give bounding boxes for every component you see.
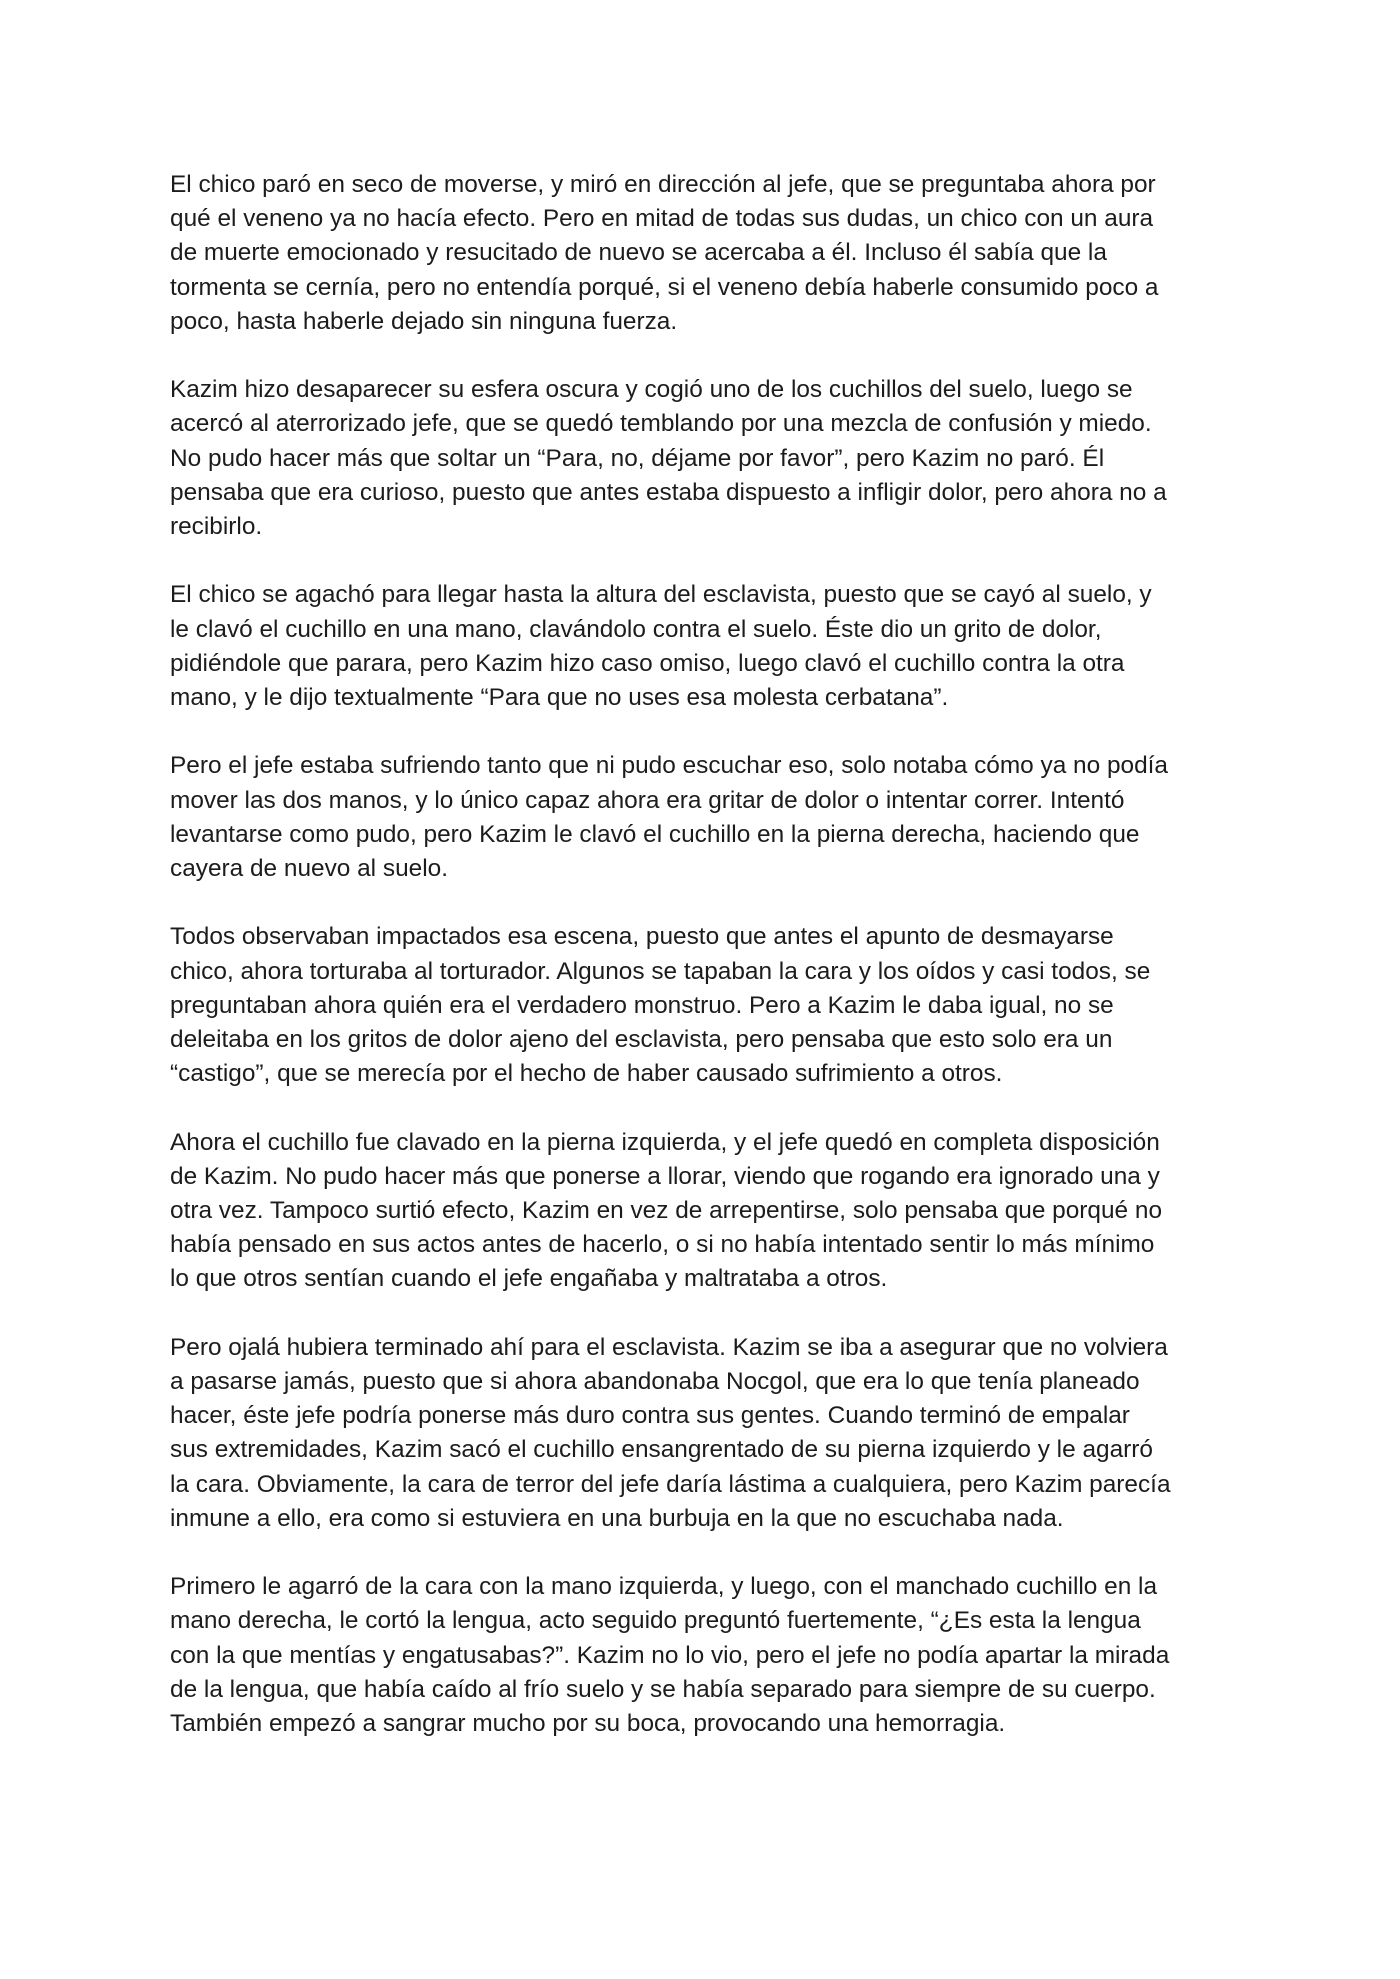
paragraph-3: El chico se agachó para llegar hasta la altura del esclavista, puesto que se cayó al suelo, y le clavó el cuchillo en una mano, clavándolo contra el suelo. Éste dio un grito de dolor, pidiéndole que parara, pero Kazim hizo caso omiso, luego clavó el cuchillo contra la otra mano, y le dijo textualmente “Para que no uses esa molesta cerbatana”.	[170, 581, 1152, 712]
paragraph-8: Primero le agarró de la cara con la mano izquierda, y luego, con el manchado cuchillo en la mano derecha, le cortó la lengua, acto seguido preguntó fuertemente, “¿Es esta la lengua con la que mentías y engatusabas?”. Kazim no lo vio, pero el jefe no podía apartar la mirada de la lengua, que había caído al frío suelo y se había separado para siempre de su cuerpo. También empezó a sangrar mucho por su boca, provocando una hemorragia.	[170, 1573, 1170, 1738]
paragraph-5: Todos observaban impactados esa escena, puesto que antes el apunto de desmayarse chico, ahora torturaba al torturador. Algunos se tapaban la cara y los oídos y casi todos, se preguntaban ahora quién era el verdadero monstruo. Pero a Kazim le daba igual, no se deleitaba en los gritos de dolor ajeno del esclavista, pero pensaba que esto solo era un “castigo”, que se merecía por el hecho de haber causado sufrimiento a otros.	[170, 923, 1151, 1088]
document-body	[170, 168, 1238, 1741]
paragraph-6: Ahora el cuchillo fue clavado en la pierna izquierda, y el jefe quedó en completa disposición de Kazim. No pudo hacer más que ponerse a llorar, viendo que rogando era ignorado una y otra vez. Tampoco surtió efecto, Kazim en vez de arrepentirse, solo pensaba que porqué no había pensado en sus actos antes de hacerlo, o si no había intentado sentir lo más mínimo lo que otros sentían cuando el jefe engañaba y maltrataba a otros.	[170, 1128, 1163, 1293]
paragraph-2: Kazim hizo desaparecer su esfera oscura y cogió uno de los cuchillos del suelo, luego se acercó al aterrorizado jefe, que se quedó temblando por una mezcla de confusión y miedo. No pudo hacer más que soltar un “Para, no, déjame por favor”, pero Kazim no paró. Él pensaba que era curioso, puesto que antes estaba dispuesto a infligir dolor, pero ahora no a recibirlo.	[170, 376, 1167, 541]
paragraph-7: Pero ojalá hubiera terminado ahí para el esclavista. Kazim se iba a asegurar que no volviera a pasarse jamás, puesto que si ahora abandonaba Nocgol, que era lo que tenía planeado hacer, éste jefe podría ponerse más duro contra sus gentes. Cuando terminó de empalar sus extremidades, Kazim sacó el cuchillo ensangrentado de su pierna izquierdo y le agarró la cara. Obviamente, la cara de terror del jefe daría lástima a cualquiera, pero Kazim parecía inmune a ello, era como si estuviera en una burbuja en la que no escuchaba nada.	[170, 1333, 1171, 1532]
paragraph-1: El chico paró en seco de moverse, y miró en dirección al jefe, que se preguntaba ahora por qué el veneno ya no hacía efecto. Pero en mitad de todas sus dudas, un chico con un aura de muerte emocionado y resucitado de nuevo se acercaba a él. Incluso él sabía que la tormenta se cernía, pero no entendía porqué, si el veneno debía haberle consumido poco a poco, hasta haberle dejado sin ninguna fuerza.	[170, 171, 1159, 335]
paragraph-4: Pero el jefe estaba sufriendo tanto que ni pudo escuchar eso, solo notaba cómo ya no podía mover las dos manos, y lo único capaz ahora era gritar de dolor o intentar correr. Intentó levantarse como pudo, pero Kazim le clavó el cuchillo en la pierna derecha, haciendo que cayera de nuevo al suelo.	[170, 752, 1168, 883]
